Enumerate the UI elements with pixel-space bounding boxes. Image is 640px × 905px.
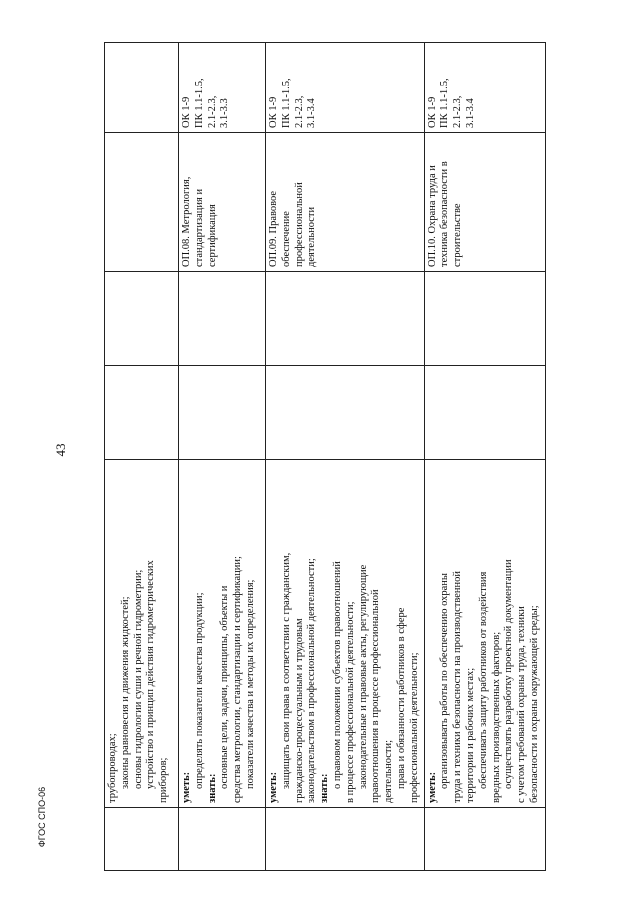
text-line: обеспечивать защиту работников от воздействия	[477, 571, 489, 789]
text-line: трубопроводах;	[107, 733, 118, 803]
table-row	[179, 43, 266, 871]
competency-code: ОК 1-9	[181, 96, 192, 128]
hours-max-cell	[179, 366, 266, 460]
table-row	[105, 43, 179, 871]
knowledge-skills-cell	[266, 460, 425, 808]
section-label: уметь:	[268, 771, 279, 803]
text-line: права и обязанности работников в сфере	[395, 607, 407, 789]
text-line: вредных производственных факторов;	[490, 631, 502, 803]
section-label: знать:	[319, 773, 331, 803]
competency-code: 2.1-2.3,	[206, 95, 218, 128]
section-label: знать:	[206, 773, 218, 803]
section-label: уметь:	[426, 771, 438, 803]
table-row	[424, 43, 545, 871]
text-line: законодательством в профессиональной деятельности;	[306, 558, 318, 803]
text-line: в процессе профессиональной деятельности;	[344, 601, 356, 803]
hours-max-cell	[424, 366, 545, 460]
competency-code: 2.1-2.3,	[452, 95, 464, 128]
text-line: законы равновесия и движения жидкостей;	[119, 596, 131, 789]
text-line: о правовом положении субъектов правоотношений	[331, 561, 343, 789]
competencies-cell	[266, 43, 425, 133]
text-line: законодательные и правовые акты, регулирующие	[357, 564, 369, 789]
text-line: показатели качества и методы их определения;	[244, 579, 256, 789]
text-line: осуществлять разработку проектной документации	[503, 559, 515, 789]
competency-code: 3.1-3.3	[219, 98, 231, 128]
text-line: безопасности и охраны окружающей среды;	[528, 605, 540, 803]
competency-code: ОК 1-9	[426, 96, 438, 128]
discipline-cell	[105, 133, 179, 272]
index-cell	[424, 808, 545, 871]
hours-aud-cell	[424, 272, 545, 366]
index-cell	[105, 808, 179, 871]
competency-code: ОК 1-9	[268, 96, 279, 128]
text-line: профессиональной деятельности;	[408, 652, 420, 803]
hours-aud-cell	[266, 272, 425, 366]
hours-max-cell	[105, 366, 179, 460]
competency-code: 3.1-3.4	[464, 98, 476, 128]
hours-aud-cell	[105, 272, 179, 366]
knowledge-skills-cell	[179, 460, 266, 808]
footer-standard-code: ФГОС СПО-06	[37, 786, 47, 848]
text-line: территории и рабочих местах;	[464, 667, 476, 803]
text-line: с учетом требований охраны труда, техники	[516, 606, 528, 803]
text-line: деятельности;	[383, 739, 395, 803]
competency-code: 2.1-2.3,	[293, 95, 305, 128]
competency-code: ПК 1.1-1.5,	[439, 78, 451, 128]
text-line: средства метрологии, стандартизации и сертификации;	[232, 556, 244, 803]
text-line: основы гидрологии суши и речной гидрометрии;	[132, 569, 144, 789]
knowledge-skills-cell	[105, 460, 179, 808]
knowledge-skills-cell	[424, 460, 545, 808]
text-line: организовывать работы по обеспечению охраны	[439, 573, 451, 789]
hours-aud-cell	[179, 272, 266, 366]
text-line: правоотношения в процессе профессиональной	[370, 589, 382, 803]
table-row	[266, 43, 425, 871]
competencies-cell	[179, 43, 266, 133]
text-line: защищать свои права в соответствии с гражданским,	[280, 552, 292, 789]
competencies-cell	[105, 43, 179, 133]
competency-code: ПК 1.1-1.5,	[193, 78, 205, 128]
competency-code: 3.1-3.4	[306, 98, 318, 128]
text-line: гражданско-процессуальным и трудовым	[293, 618, 305, 803]
discipline-cell: ОП.10. Охрана труда и техника безопасности в строительстве	[424, 133, 545, 272]
discipline-cell: ОП.08. Метрология, стандартизация и сертификация	[179, 133, 266, 272]
text-line: приборов;	[158, 757, 170, 803]
section-label: уметь:	[181, 771, 192, 803]
hours-max-cell	[266, 366, 425, 460]
text-line: определять показатели качества продукции;	[193, 592, 205, 789]
discipline-cell: ОП.09. Правовое обеспечение профессиональной деятельности	[266, 133, 425, 272]
competencies-cell	[424, 43, 545, 133]
text-line: устройство и принцип действия гидрометрических	[145, 560, 157, 789]
rotated-page	[104, 43, 540, 871]
curriculum-table	[104, 42, 546, 871]
text-line: основные цели, задачи, принципы, объекты и	[219, 585, 231, 789]
page-number: 43	[53, 443, 68, 457]
competency-code: ПК 1.1-1.5,	[280, 78, 292, 128]
index-cell	[266, 808, 425, 871]
index-cell	[179, 808, 266, 871]
text-line: труда и техники безопасности на производственной	[452, 570, 464, 803]
